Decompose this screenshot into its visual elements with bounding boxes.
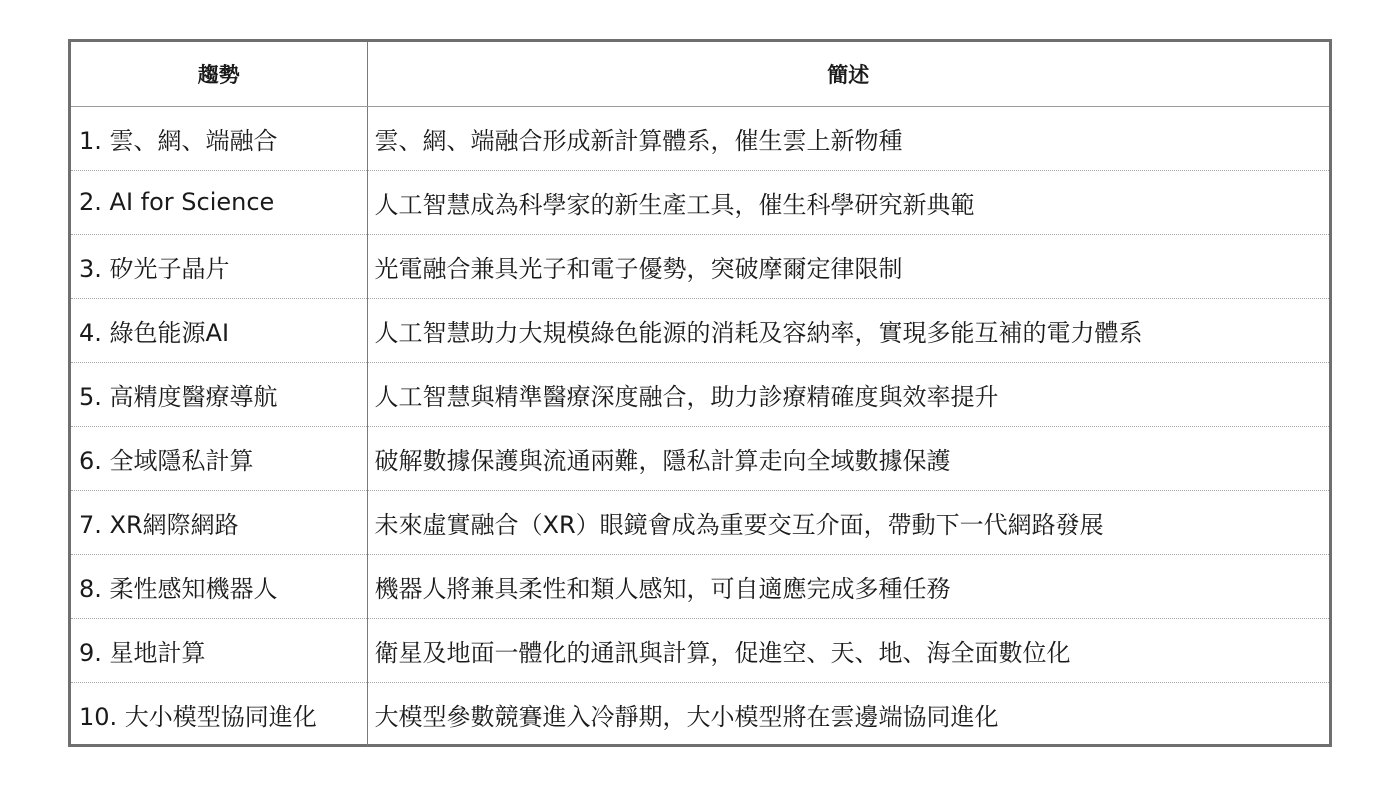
table-row bbox=[71, 554, 1329, 618]
description-cell: 光電融合兼具光子和電子優勢，突破摩爾定律限制 bbox=[367, 234, 1329, 298]
description-cell: 衛星及地面一體化的通訊與計算，促進空、天、地、海全面數位化 bbox=[367, 618, 1329, 682]
description-cell: 人工智慧與精準醫療深度融合，助力診療精確度與效率提升 bbox=[367, 362, 1329, 426]
trends-table bbox=[71, 42, 1329, 746]
trend-cell: 10. 大小模型協同進化 bbox=[71, 682, 367, 746]
description-cell: 雲、網、端融合形成新計算體系，催生雲上新物種 bbox=[367, 106, 1329, 170]
trend-cell: 5. 高精度醫療導航 bbox=[71, 362, 367, 426]
trend-cell: 4. 綠色能源AI bbox=[71, 298, 367, 362]
trend-cell: 1. 雲、網、端融合 bbox=[71, 106, 367, 170]
table-row bbox=[71, 170, 1329, 234]
table-row bbox=[71, 682, 1329, 746]
description-cell: 大模型參數競賽進入冷靜期，大小模型將在雲邊端協同進化 bbox=[374, 702, 999, 731]
trend-cell: 3. 矽光子晶片 bbox=[71, 234, 367, 298]
header-trend: 趨勢 bbox=[71, 42, 367, 106]
table-row bbox=[71, 490, 1329, 554]
description-cell: 未來虛實融合（XR）眼鏡會成為重要交互介面，帶動下一代網路發展 bbox=[367, 490, 1329, 554]
description-cell: 破解數據保護與流通兩難，隱私計算走向全域數據保護 bbox=[367, 426, 1329, 490]
description-cell: 人工智慧助力大規模綠色能源的消耗及容納率，實現多能互補的電力體系 bbox=[367, 298, 1329, 362]
trend-cell: 2. AI for Science bbox=[71, 170, 367, 234]
description-cell: 人工智慧成為科學家的新生產工具，催生科學研究新典範 bbox=[367, 170, 1329, 234]
table-header-row bbox=[71, 42, 1329, 106]
table-row bbox=[71, 618, 1329, 682]
description-cell: 機器人將兼具柔性和類人感知，可自適應完成多種任務 bbox=[367, 554, 1329, 618]
trends-table-container bbox=[68, 39, 1332, 747]
table-row bbox=[71, 106, 1329, 170]
trend-cell: 9. 星地計算 bbox=[71, 618, 367, 682]
table-row bbox=[71, 362, 1329, 426]
header-description: 簡述 bbox=[367, 42, 1329, 106]
trend-cell: 6. 全域隱私計算 bbox=[71, 426, 367, 490]
table-row bbox=[71, 234, 1329, 298]
table-row bbox=[71, 298, 1329, 362]
trend-cell: 7. XR網際網路 bbox=[71, 490, 367, 554]
trend-cell: 8. 柔性感知機器人 bbox=[71, 554, 367, 618]
table-row bbox=[71, 426, 1329, 490]
